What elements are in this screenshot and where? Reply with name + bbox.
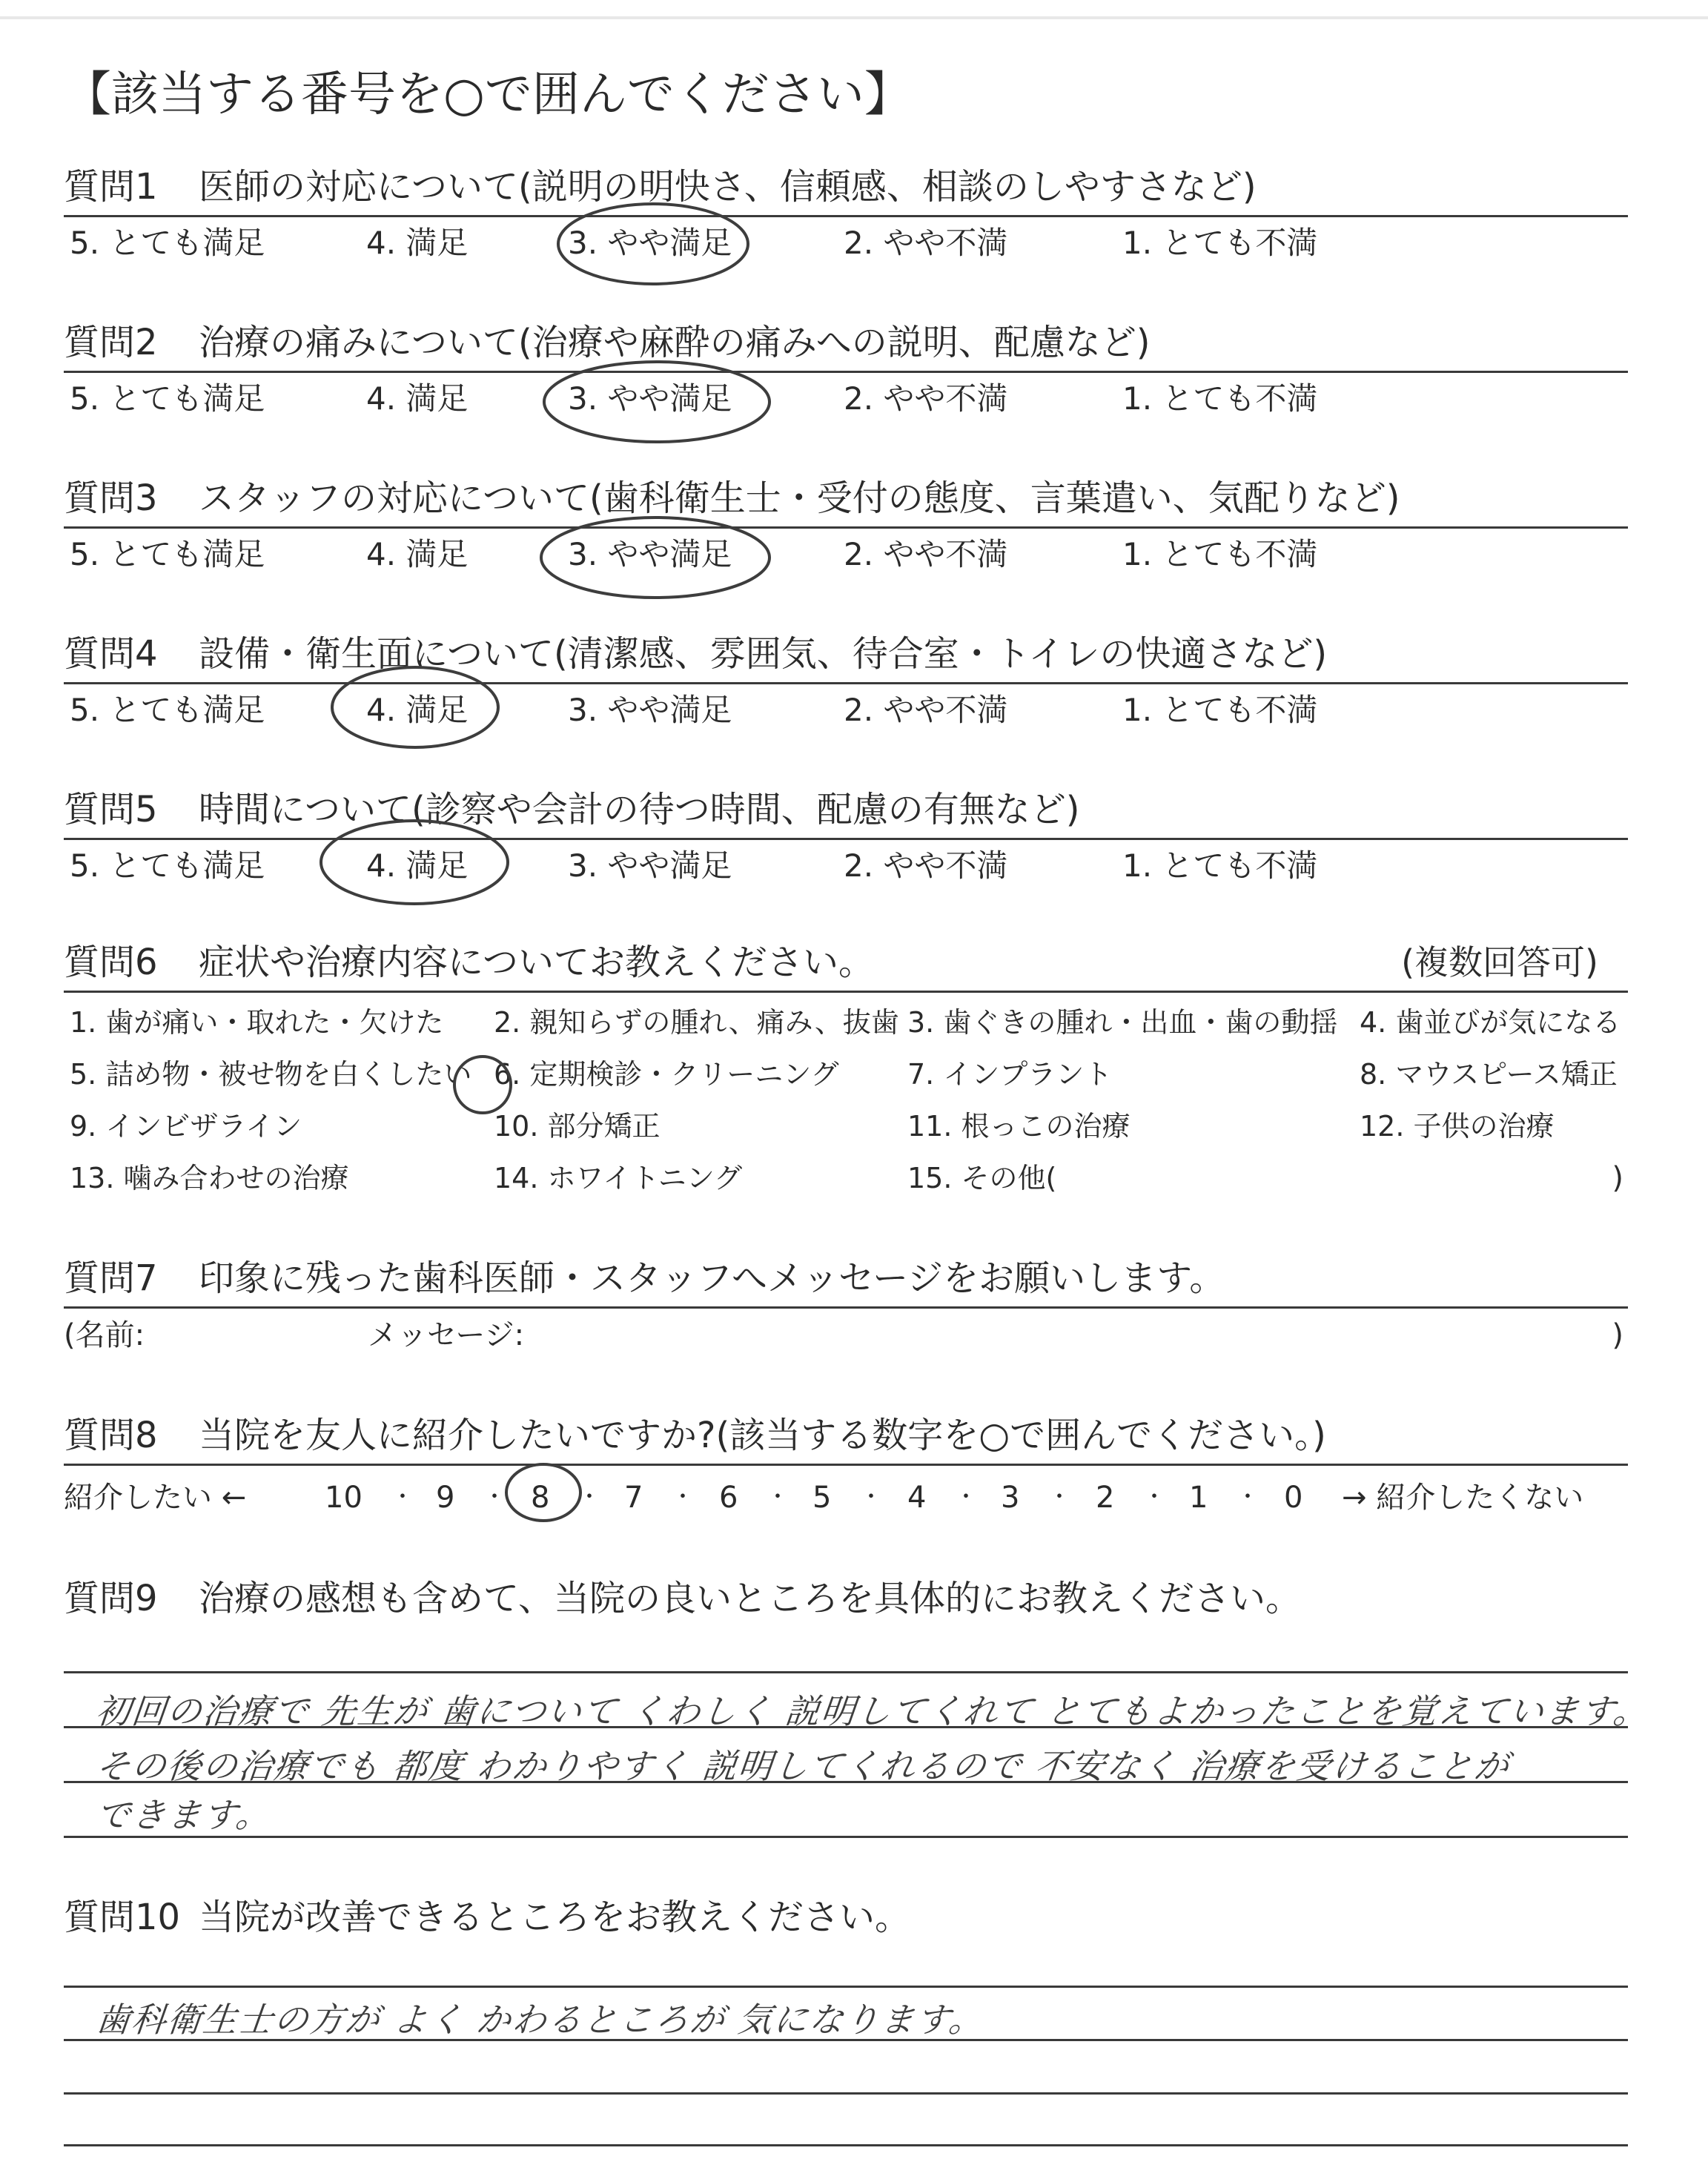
q8-separator: ・ [767, 1484, 789, 1510]
q3-option-2[interactable]: 2. やや不満 [844, 536, 1008, 572]
q5-option-2[interactable]: 2. やや不満 [844, 847, 1008, 884]
q2-option-5[interactable]: 5. とても満足 [70, 380, 265, 417]
q8-score-0[interactable]: 0 [1284, 1481, 1303, 1515]
answer-line [64, 1986, 1628, 1988]
q1-option-5[interactable]: 5. とても満足 [70, 225, 265, 261]
question-6-label: 質問6 [64, 942, 158, 983]
q8-score-8[interactable]: 8 [531, 1481, 550, 1515]
q6-option-5[interactable]: 5. 詰め物・被せ物を白くしたい [70, 1058, 472, 1091]
question-9-answer-area[interactable] [64, 1621, 1652, 1873]
q5-option-4[interactable]: 4. 満足 [366, 847, 469, 884]
q8-score-4[interactable]: 4 [907, 1481, 927, 1515]
q6-option-14[interactable]: 14. ホワイトニング [494, 1162, 743, 1194]
q8-right-label: → 紹介したくない [1342, 1481, 1584, 1515]
q8-score-2[interactable]: 2 [1096, 1481, 1115, 1515]
question-2-text: 治療の痛みについて(治療や麻酔の痛みへの説明、配慮など) [199, 322, 1151, 363]
q9-handwritten-line-2: その後の治療でも 都度 わかりやすく 説明してくれるので 不安なく 治療を受けることが [93, 1746, 1512, 1786]
question-8-label: 質問8 [64, 1415, 158, 1456]
q8-score-3[interactable]: 3 [1001, 1481, 1020, 1515]
answer-line [64, 2144, 1628, 2146]
q6-option-10[interactable]: 10. 部分矯正 [494, 1110, 661, 1143]
q5-option-5[interactable]: 5. とても満足 [70, 847, 265, 884]
question-4-heading [64, 632, 1628, 676]
q6-option-8[interactable]: 8. マウスピース矯正 [1360, 1058, 1618, 1091]
question-4-options [64, 684, 1628, 736]
question-9-text: 治療の感想も含めて、当院の良いところを具体的にお教えください。 [199, 1578, 1302, 1619]
question-7-text: 印象に残った歯科医師・スタッフへメッセージをお願いします。 [199, 1257, 1225, 1299]
question-1-text: 医師の対応について(説明の明快さ、信頼感、相談のしやすさなど) [199, 166, 1257, 208]
question-10-label: 質問10 [64, 1897, 181, 1938]
question-5 [64, 787, 1628, 892]
question-5-heading [64, 787, 1628, 832]
question-6-multiple-note: (複数回答可) [1401, 942, 1598, 982]
question-8 [64, 1413, 1628, 1530]
q5-option-1[interactable]: 1. とても不満 [1122, 847, 1318, 884]
question-3-options [64, 529, 1628, 581]
q3-option-5[interactable]: 5. とても満足 [70, 536, 265, 572]
question-7-fields [64, 1309, 1628, 1362]
q8-score-6[interactable]: 6 [719, 1481, 738, 1515]
question-4-text: 設備・衛生面について(清潔感、雰囲気、待合室・トイレの快適さなど) [199, 633, 1328, 675]
q10-handwritten-line-1: 歯科衛生士の方が よく かわるところが 気になります。 [93, 2000, 987, 2040]
q8-separator: ・ [955, 1484, 977, 1510]
q9-handwritten-line-3: できます。 [93, 1795, 274, 1835]
question-4-label: 質問4 [64, 633, 158, 675]
q8-separator: ・ [860, 1484, 882, 1510]
question-6-heading [64, 940, 1628, 985]
q8-separator: ・ [672, 1484, 694, 1510]
q7-name-label: (名前: [64, 1318, 145, 1352]
q6-option-11[interactable]: 11. 根っこの治療 [907, 1110, 1131, 1143]
q6-other-close-paren: ) [1612, 1161, 1623, 1195]
question-8-text: 当院を友人に紹介したいですか?(該当する数字を○で囲んでください。) [199, 1415, 1326, 1456]
q8-score-5[interactable]: 5 [812, 1481, 832, 1515]
q8-score-9[interactable]: 9 [436, 1481, 455, 1515]
q6-option-15[interactable]: 15. その他( [907, 1162, 1057, 1194]
q8-separator: ・ [1143, 1484, 1165, 1510]
question-7 [64, 1256, 1628, 1362]
q8-separator: ・ [578, 1484, 600, 1510]
q4-option-3[interactable]: 3. やや満足 [568, 692, 732, 728]
q2-option-3[interactable]: 3. やや満足 [568, 380, 732, 417]
question-10-text: 当院が改善できるところをお教えください。 [199, 1897, 911, 1938]
q8-separator: ・ [1237, 1484, 1259, 1510]
q3-option-4[interactable]: 4. 満足 [366, 536, 469, 572]
question-9-label: 質問9 [64, 1578, 158, 1619]
question-3 [64, 476, 1628, 581]
question-1 [64, 165, 1628, 269]
question-7-heading [64, 1256, 1628, 1300]
q4-option-5[interactable]: 5. とても満足 [70, 692, 265, 728]
question-8-heading [64, 1413, 1628, 1458]
q6-option-6[interactable]: 6. 定期検診・クリーニング [494, 1058, 839, 1091]
question-9 [64, 1576, 1652, 1873]
question-8-scale [64, 1466, 1628, 1530]
q8-left-label: 紹介したい ← [64, 1481, 247, 1515]
question-6-text: 症状や治療内容についてお教えください。 [199, 942, 875, 983]
q1-option-2[interactable]: 2. やや不満 [844, 225, 1008, 261]
question-1-options [64, 217, 1628, 269]
q7-close-paren: ) [1612, 1318, 1623, 1352]
question-10-answer-area[interactable] [64, 1940, 1628, 2162]
q6-option-13[interactable]: 13. 噛み合わせの治療 [70, 1162, 349, 1194]
question-7-label: 質問7 [64, 1257, 158, 1299]
q3-option-1[interactable]: 1. とても不満 [1122, 536, 1318, 572]
q8-score-1[interactable]: 1 [1189, 1481, 1208, 1515]
q2-option-1[interactable]: 1. とても不満 [1122, 380, 1318, 417]
q1-option-1[interactable]: 1. とても不満 [1122, 225, 1318, 261]
question-9-heading [64, 1576, 1628, 1621]
q4-option-2[interactable]: 2. やや不満 [844, 692, 1008, 728]
q4-option-1[interactable]: 1. とても不満 [1122, 692, 1318, 728]
question-1-label: 質問1 [64, 166, 158, 208]
question-6-options [64, 993, 1628, 1208]
q8-score-7[interactable]: 7 [624, 1481, 643, 1515]
q6-option-9[interactable]: 9. インビザライン [70, 1110, 302, 1143]
q3-option-3[interactable]: 3. やや満足 [568, 536, 732, 572]
scan-top-edge [0, 16, 1708, 19]
q9-handwritten-line-1: 初回の治療で 先生が 歯について くわしく 説明してくれて とてもよかったことを覚えています。 [93, 1691, 1652, 1731]
answer-line [64, 2092, 1628, 2095]
answer-line [64, 1836, 1628, 1838]
question-4 [64, 632, 1628, 736]
question-5-options [64, 840, 1628, 892]
question-3-heading [64, 476, 1628, 520]
q1-option-3[interactable]: 3. やや満足 [568, 225, 732, 261]
q6-option-4[interactable]: 4. 歯並びが気になる [1360, 1006, 1621, 1039]
question-3-text: スタッフの対応について(歯科衛生士・受付の態度、言葉遣い、気配りなど) [199, 477, 1400, 519]
question-1-heading [64, 165, 1628, 209]
q8-separator: ・ [1048, 1484, 1070, 1510]
q8-separator: ・ [391, 1484, 414, 1510]
question-2-heading [64, 320, 1628, 365]
q5-option-3[interactable]: 3. やや満足 [568, 847, 732, 884]
q7-message-label: メッセージ: [368, 1318, 525, 1352]
q2-option-2[interactable]: 2. やや不満 [844, 380, 1008, 417]
question-2-label: 質問2 [64, 322, 158, 363]
question-2-options [64, 373, 1628, 425]
q6-option-12[interactable]: 12. 子供の治療 [1360, 1110, 1555, 1143]
q2-option-4[interactable]: 4. 満足 [366, 380, 469, 417]
answer-line [64, 1671, 1628, 1673]
question-5-text: 時間について(診察や会計の待つ時間、配慮の有無など) [199, 789, 1080, 830]
q6-option-2[interactable]: 2. 親知らずの腫れ、痛み、抜歯 [494, 1006, 899, 1039]
question-6 [64, 940, 1628, 1208]
q4-option-4[interactable]: 4. 満足 [366, 692, 469, 728]
question-10 [64, 1895, 1628, 2162]
q1-option-4[interactable]: 4. 満足 [366, 225, 469, 261]
question-3-label: 質問3 [64, 477, 158, 519]
q6-option-1[interactable]: 1. 歯が痛い・取れた・欠けた [70, 1006, 444, 1039]
question-2 [64, 320, 1628, 425]
q8-score-10[interactable]: 10 [325, 1481, 363, 1515]
question-5-label: 質問5 [64, 789, 158, 830]
question-10-heading [64, 1895, 1628, 1940]
sheet-title: 【該当する番号を○で囲んでください】 [64, 67, 912, 122]
q6-option-7[interactable]: 7. インプラント [907, 1058, 1113, 1091]
q8-separator: ・ [483, 1484, 506, 1510]
q6-option-3[interactable]: 3. 歯ぐきの腫れ・出血・歯の動揺 [907, 1006, 1338, 1039]
